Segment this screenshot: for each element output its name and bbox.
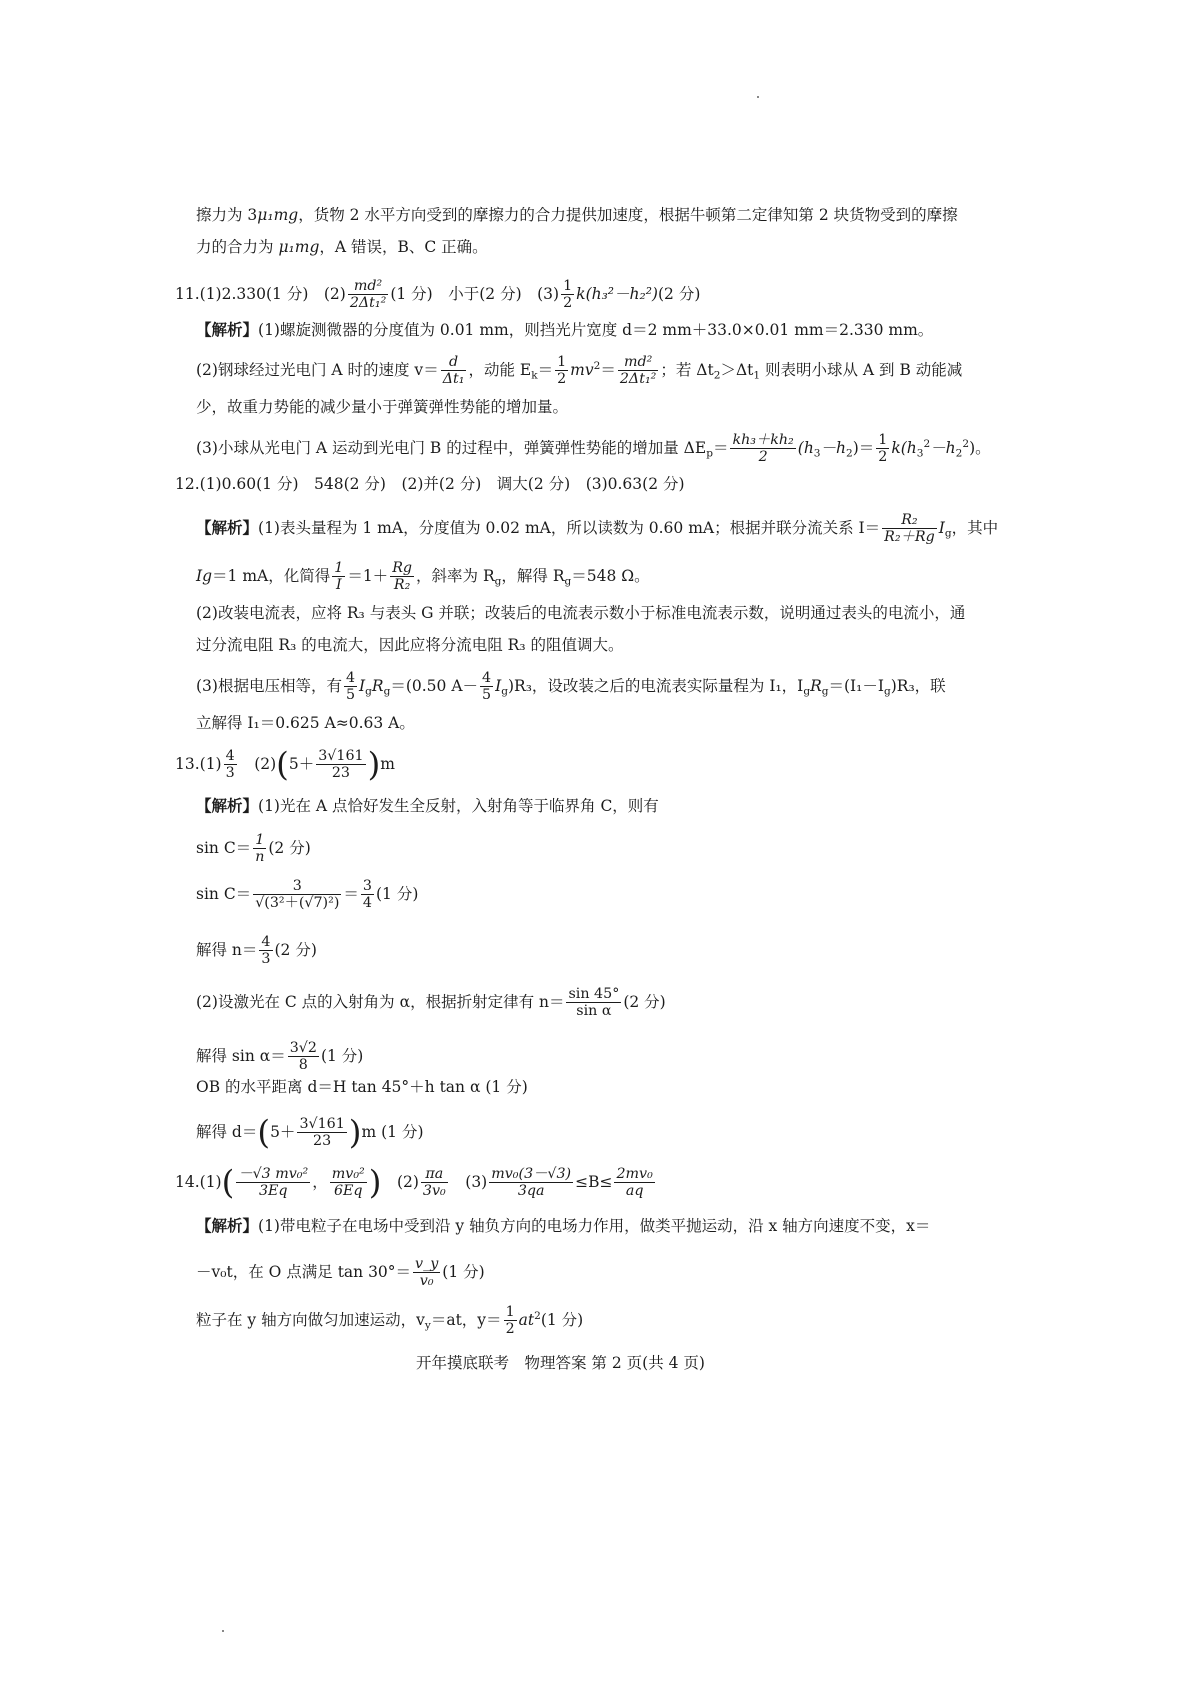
scan-speck [222,1630,224,1632]
q13-analysis-6: 解得 sin α＝ $\frac{3√2}{8}$ (1 分) [196,1040,364,1074]
q12-analysis-4: 过分流电阻 R₃ 的电流大，因此应将分流电阻 R₃ 的阻值调大。 [196,636,624,654]
q11-analysis-3: 少，故重力势能的减少量小于弹簧弹性势能的增加量。 [196,398,569,416]
q12-analysis-2: Ig＝1 mA，化简得 $\frac{1}{I}$ ＝1＋ $\frac{Rg}{\text{R₂}}$ ，斜率为 $R_g$，解得 $R_g=548$ Ω。 [196,560,650,594]
page-footer: 开年摸底联考 物理答案 第 2 页(共 4 页) [416,1354,705,1372]
q12-analysis-3: (2)改装电流表，应将 R₃ 与表头 G 并联；改装后的电流表示数小于标准电流表示数，说明通过表头的电流小，通 [196,604,966,622]
q13-analysis-8: 解得 d＝(5＋ $\frac{3√161}{23}$ )m (1 分) [196,1113,424,1152]
q13-analysis-4: 解得 n＝ $\frac{4}{3}$ (2 分) [196,934,317,968]
analysis-tag: 【解析】 [196,320,259,339]
intro-line-1: 擦力为 3μ₁mg，货物 2 水平方向受到的摩擦力的合力提供加速度，根据牛顿第二定律知第 2 块货物受到的摩擦 [196,206,958,224]
q13-answer: 13.(1) $\frac{4}{3}$ (2)(5＋ $\frac{3√161}{23}$ )m [175,745,395,784]
q12-analysis-5: (3)根据电压相等，有 $\frac{4}{5}$ $I_gR_g=(0.50$ A－ $\frac{4}{5}$ $I_g)R_3$，设改装之后的电流表实际量程为 I₁，$I_gR_g=(I_1-I_g)R_3$，联 [196,670,946,704]
q14-analysis-3: 粒子在 y 轴方向做匀加速运动，$v_y=at$，y＝ $\frac{1}{2}$ $at^2(1$ 分) [196,1304,584,1338]
q14-analysis-2: －v₀t，在 O 点满足 tan 30°＝ $\frac{v\_y}{\text{v₀}}$ (1 分) [196,1256,485,1290]
q12-analysis-6: 立解得 I₁＝0.625 A≈0.63 A。 [196,714,415,732]
scan-speck [757,96,759,98]
q12-answer: 12.(1)0.60(1 分) 548(2 分) (2)并(2 分) 调大(2 分) (3)0.63(2 分) [175,475,685,493]
analysis-tag: 【解析】 [196,517,259,537]
analysis-tag: 【解析】 [196,796,259,815]
q12-analysis-1: 【解析】(1)表头量程为 1 mA，分度值为 0.02 mA，所以读数为 0.60 mA；根据并联分流关系 I＝ $\frac{\text{R₂}}{\text{R₂＋Rg}}$ $I_g$，其中 [196,512,999,546]
q13-analysis-7: OB 的水平距离 d＝H tan 45°＋h tan α (1 分) [196,1078,528,1096]
q13-analysis-3: sin C＝ $\frac{3}{\text{√(3²＋(√7)²)}}$ ＝ $\frac{3}{4}$ (1 分) [196,878,419,912]
q11-answer: 11.(1)2.330(1 分) (2) $\frac{\text{md²}}{\text{2Δt₁²}}$ (1 分) 小于(2 分) (3) $\frac{1}{2}$ k(h₃²－h₂²)(2 分) [175,278,701,312]
q11-analysis-2: (2)钢球经过光电门 A 时的速度 v＝ $\frac{d}{\text{Δt₁}}$ ，动能 $E_k=$ $\frac{1}{2}$ $mv^2=$ $\frac{\text{md²}}{\text{2Δt₁²}}$ ；若 $\Delta t_2>\Delta t_1$ 则表明小球从 A 到 B 动能减 [196,354,963,388]
q11-analysis-1: 【解析】(1)螺旋测微器的分度值为 0.01 mm，则挡光片宽度 d＝2 mm＋33.0×0.01 mm＝2.330 mm。 [196,320,934,339]
analysis-tag: 【解析】 [196,1216,259,1235]
q13-analysis-2: sin C＝ $\frac{1}{n}$ (2 分) [196,832,311,866]
q11-analysis-4: (3)小球从光电门 A 运动到光电门 B 的过程中，弹簧弹性势能的增加量 $\Delta E_p=$ $\frac{\text{kh₃＋kh₂}}{2}$ $(h_3-h_2)=$ $\frac{1}{2}$ $k(h_3^2-h_2^2)$。 [196,432,991,466]
intro-line-2: 力的合力为 μ₁mg，A 错误，B、C 正确。 [196,238,488,256]
q13-analysis-5: (2)设激光在 C 点的入射角为 α，根据折射定律有 n＝ $\frac{\sin 45^\circ}{\text{sin α}}$ (2 分) [196,986,666,1020]
q14-analysis-1: 【解析】(1)带电粒子在电场中受到沿 y 轴负方向的电场力作用，做类平抛运动，沿 x 轴方向速度不变，x＝ [196,1216,931,1235]
q14-answer: 14.(1)( $\frac{\text{－√3 mv₀²}}{3Eq}$ ， $\frac{\text{mv₀²}}{6Eq}$ ) (2) $\frac{\pi a}{\text{3v₀}}$ (3) $\frac{\text{mv₀(3－√3)}}{3qa}$ ≤B≤ $\frac{\text{2mv₀}}{aq}$ [175,1163,653,1202]
q13-analysis-1: 【解析】(1)光在 A 点恰好发生全反射，入射角等于临界角 C，则有 [196,796,659,815]
